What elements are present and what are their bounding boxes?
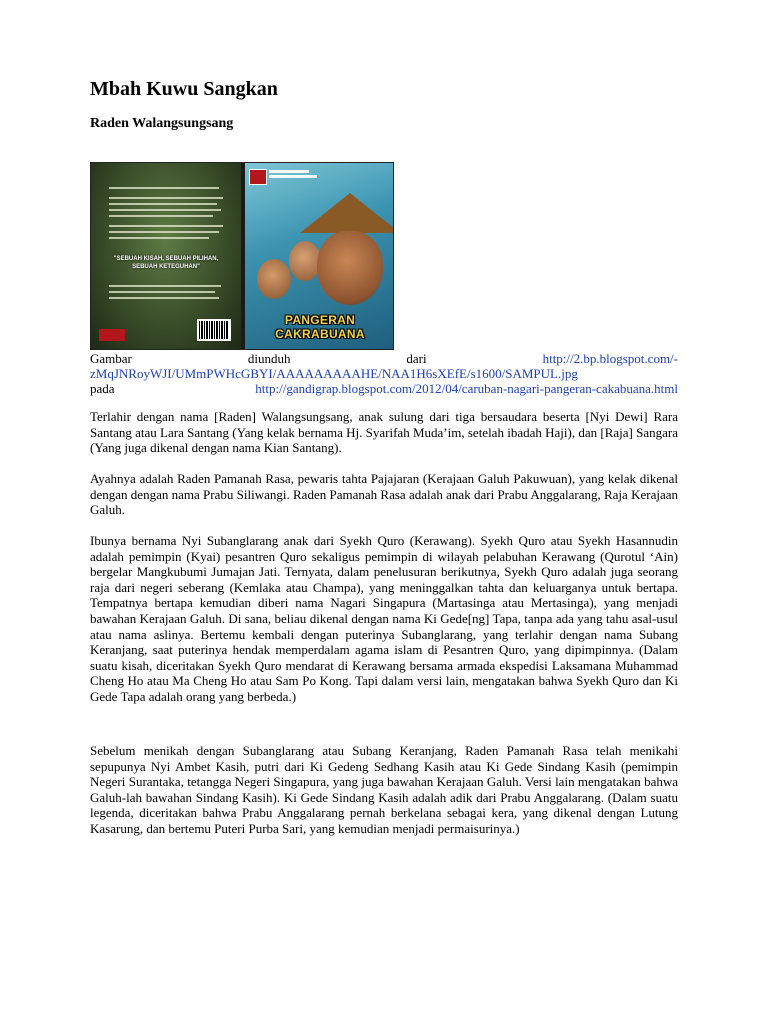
paragraph-mother: Ibunya bernama Nyi Subanglarang anak dari Syekh Quro (Kerawang). Syekh Quro atau Syekh Hasannudin adalah pemimpin (Kyai) pesantren Quro sekaligus pemimpin di wilayah pelabuhan Kerawang (Qurotul ‘Ain) bergelar Mangkubumi Jumajan Jati. Ternyata, dalam penelusuran berikutnya, Syekh Quro adalah juga seorang raja dari negeri seberang (Kemlaka atau Champa), yang meninggalkan tahta dan keluarganya untuk bertapa. Tempatnya bertapa kemudian diberi nama Nagari Singapura (Martasinga atau Mertasinga), yang menjadi bawahan Kerajaan Galuh. Di sana, beliau dikenal dengan nama Ki Gede[ng] Tapa, tanpa ada yang tahu asal-usul atau nama aslinya. Bertemu kembali dengan puterinya Subanglarang, yang terlahir dengan nama Subang Keranjang, saat puterinya hendak memperdalam agama islam di Pesantren Quro, yang dipimpinnya. (Dalam suatu kisah, diceritakan Syekh Quro mendarat di Kerawang bersama armada ekspedisi Laksamana Muhammad Cheng Ho atau Ma Cheng Ho atau Sam Po Kong. Tapi dalam versi lain, mengatakan bahwa Syekh Quro dan Ki Gede Tapa adalah orang yang berbeda.) [90, 533, 678, 704]
page-subtitle: Raden Walangsungsang [90, 116, 234, 131]
publisher-logo-icon [249, 169, 267, 185]
caption-word: pada [90, 381, 115, 396]
barcode-icon [197, 319, 231, 341]
image-source-link[interactable]: http://2.bp.blogspot.com/- [542, 351, 678, 366]
paragraph-birth: Terlahir dengan nama [Raden] Walangsungsang, anak sulung dari tiga bersaudara beserta [Nyi Dewi] Rara Santang atau Lara Santang (Yang kelak bernama Hj. Syarifah Muda’im, setelah ibadah Haji), dan [Raja] Sangara (Yang juga dikenal dengan nama Kian Santang). [90, 409, 678, 456]
book-front-cover [245, 163, 393, 349]
publisher-logo-icon [99, 329, 125, 341]
image-caption-line-3 [90, 381, 678, 397]
image-source-link-continued[interactable]: zMqJNRoyWJI/UMmPWHcGBYI/AAAAAAAAAHE/NAA1H6sXEfE/s1600/SAMPUL.jpg [90, 366, 578, 381]
conical-hat-icon [300, 193, 393, 233]
book-back-cover [91, 163, 241, 349]
article-source-link[interactable]: http://gandigrap.blogspot.com/2012/04/caruban-nagari-pangeran-cakabuana.html [255, 381, 678, 396]
paragraph-marriage: Sebelum menikah dengan Subanglarang atau Subang Keranjang, Raden Pamanah Rasa telah menikahi sepupunya Nyi Ambet Kasih, putri dari Ki Gedeng Sedhang Kasih atau Ki Gede Sindang Kasih (pemimpin Negeri Surantaka, tetangga Negeri Singapura, yang juga bawahan Kerajaan Galuh. Versi lain mengatakan bahwa Galuh-lah bawahan Sindang Kasih). Ki Gede Sindang Kasih adalah adik dari Prabu Anggalarang. (Dalam suatu legenda, diceritakan bahwa Prabu Anggalarang pernah berkelana sebagai kera, yang dikenal dengan Lutung Kasarung, dan bertemu Puteri Purba Sari, yang kemudian menjadi permaisurinya.) [90, 743, 678, 836]
back-cover-quote: "SEBUAH KISAH, SEBUAH PILIHAN, SEBUAH KETEGUHAN" [113, 256, 219, 270]
image-caption-line-2 [90, 366, 678, 382]
character-face-icon [317, 231, 383, 305]
caption-word: dari [406, 351, 427, 366]
book-cover-image [91, 163, 393, 349]
caption-word: diunduh [247, 351, 291, 366]
character-face-icon [257, 259, 291, 299]
paragraph-father: Ayahnya adalah Raden Pamanah Rasa, pewaris tahta Pajajaran (Kerajaan Galuh Pakuwuan), yang kelak dikenal dengan dengan nama Prabu Siliwangi. Raden Pamanah Rasa adalah anak dari Prabu Anggalarang, Raja Kerajaan Galuh. [90, 471, 678, 518]
caption-word: Gambar [90, 351, 132, 366]
front-cover-title: PANGERAN CAKRABUANA [275, 313, 365, 341]
page-title: Mbah Kuwu Sangkan [90, 78, 278, 100]
image-caption-line-1 [90, 351, 678, 367]
